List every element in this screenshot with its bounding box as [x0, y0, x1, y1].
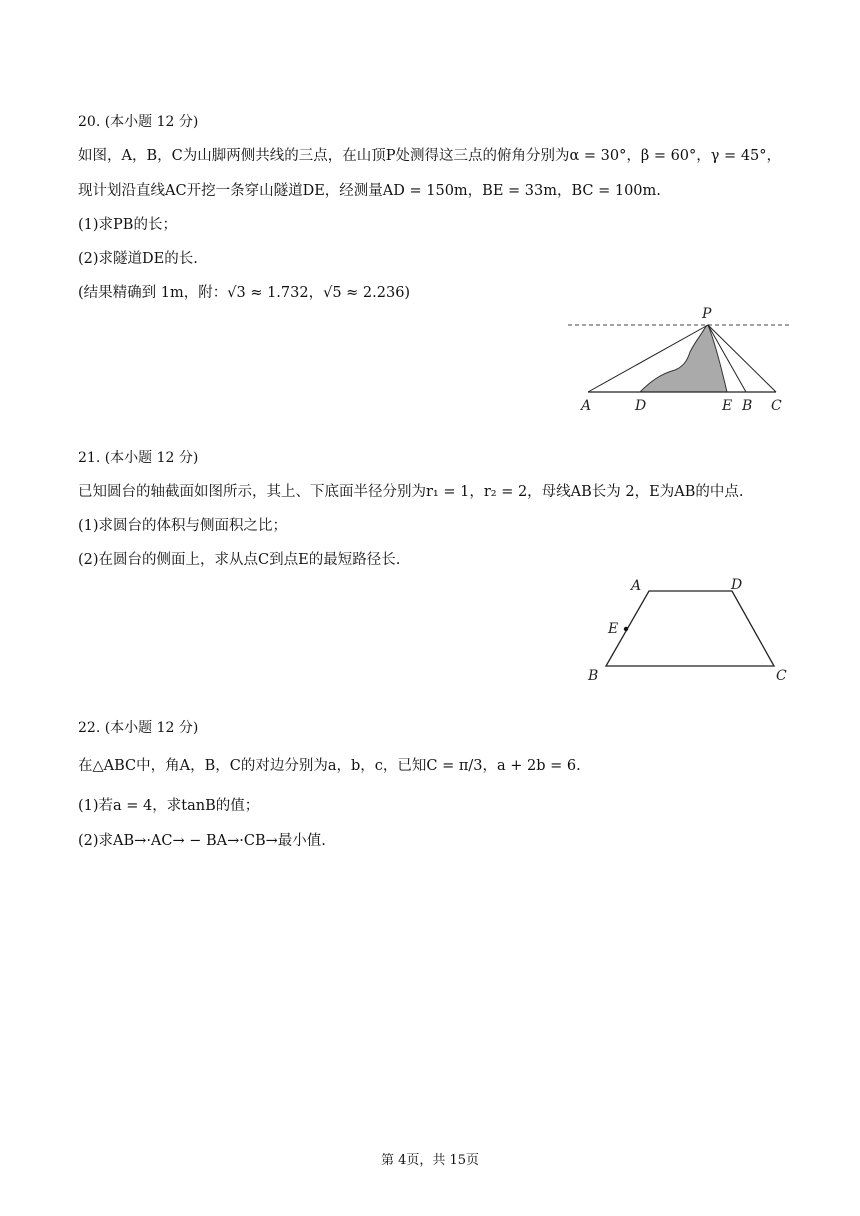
q22-part2: (2)求AB→·AC→ − BA→·CB→最小值. — [78, 833, 326, 849]
point-E — [624, 627, 628, 631]
label-A: A — [581, 398, 592, 414]
q22-heading: 22. (本小题 12 分) — [78, 720, 199, 736]
q21-statement: 已知圆台的轴截面如图所示，其上、下底面半径分别为r₁ = 1，r₂ = 2，母线AB长为 2，E为AB的中点. — [78, 484, 744, 500]
label-B: B — [742, 398, 753, 414]
q22-part1: (1)若a = 4，求tanB的值； — [78, 798, 260, 814]
label-D: D — [731, 577, 743, 593]
label-E: E — [608, 621, 619, 637]
label-C: C — [776, 668, 787, 684]
page-footer: 第 4页，共 15页 — [380, 1153, 480, 1168]
q20-part2: (2)求隧道DE的长. — [78, 251, 198, 267]
label-D: D — [635, 398, 647, 414]
q21-heading: 21. (本小题 12 分) — [78, 450, 199, 466]
q22-statement: 在△ABC中，角A，B，C的对边分别为a，b，c，已知C = π/3，a + 2b = 6. — [78, 758, 581, 774]
label-A: A — [631, 578, 642, 594]
q20-statement-line1: 如图，A，B，C为山脚两侧共线的三点，在山顶P处测得这三点的俯角分别为α = 30°，β = 60°，γ = 45°， — [78, 148, 782, 164]
q20-note: (结果精确到 1m，附：√3 ≈ 1.732，√5 ≈ 2.236) — [78, 285, 411, 301]
q20-mountain-figure — [560, 300, 800, 415]
q21-part1: (1)求圆台的体积与侧面积之比； — [78, 518, 288, 534]
q21-trapezoid-figure — [580, 570, 795, 685]
q20-statement-line2: 现计划沿直线AC开挖一条穿山隧道DE，经测量AD = 150m，BE = 33m，BC = 100m. — [78, 183, 661, 199]
label-P: P — [702, 306, 712, 322]
q20-heading: 20. (本小题 12 分) — [78, 114, 199, 130]
label-C: C — [771, 398, 782, 414]
q21-part2: (2)在圆台的侧面上，求从点C到点E的最短路径长. — [78, 552, 401, 568]
label-B: B — [588, 668, 599, 684]
q20-part1: (1)求PB的长； — [78, 217, 177, 233]
label-E: E — [722, 398, 733, 414]
trapezoid-ABCD — [606, 591, 774, 666]
